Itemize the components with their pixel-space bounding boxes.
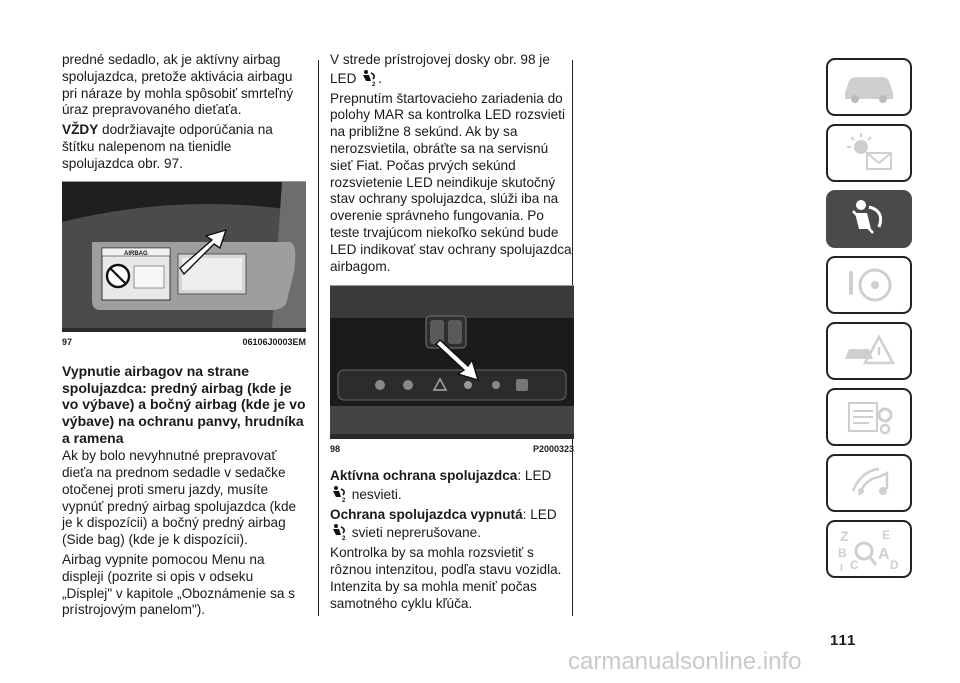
led-intro-paragraph (330, 52, 574, 88)
car-icon (839, 67, 899, 107)
figure-caption (62, 332, 306, 357)
warning-label: VŽDY (62, 122, 99, 138)
off-led-text: : LED (522, 506, 557, 522)
index-letter: E (882, 528, 891, 542)
tab-multimedia[interactable] (826, 454, 912, 512)
dashboard-led-image (330, 286, 574, 434)
paragraph: Prepnutím štartovacieho zariadenia do polohy MAR sa kontrolka LED rozsvieti na približne 8 sekúnd. Ak by sa nerozsvietila, obráťte sa na servisnú sieť Fiat. Počas prvých sekúnd rozsvietenie LED neindikuje skutočný stav ochrany spolujazdca, slúži iba na overenie správneho fungovania. Po teste trvajúcom niekoľko sekúnd bude LED indikovať stav ochrany spolujazdca airbagom. (330, 90, 572, 274)
tab-emergency[interactable] (826, 322, 912, 380)
figure-number: 98 (330, 444, 341, 455)
led-intro-text: V strede prístrojovej dosky obr. 98 je LED (330, 52, 550, 86)
index-letter: D (890, 558, 899, 572)
index-letter: B (838, 546, 847, 560)
index-letters-icon (834, 525, 904, 573)
tab-maintenance[interactable] (826, 388, 912, 446)
paragraph: Airbag vypnite pomocou Menu na displeji (pozrite si opis v odseku „Displej" v kapitole „Oboznámenie sa s prístrojovým panelom"). (62, 551, 295, 618)
svg-text:2: 2 (342, 536, 346, 542)
airbag-label-text: AIRBAG (124, 250, 148, 257)
airbag-off-icon (330, 523, 348, 541)
index-letter: I (840, 563, 843, 573)
svg-text:2: 2 (372, 81, 376, 87)
active-protection-label: Aktívna ochrana spolujazdca (330, 467, 518, 483)
sun-envelope-icon (839, 131, 899, 175)
column-divider-left (318, 60, 319, 616)
svg-text:2: 2 (342, 497, 346, 503)
figure-caption (330, 439, 574, 464)
airbag-off-icon (330, 485, 348, 503)
tab-safety[interactable] (826, 190, 912, 248)
active-led-text: : LED (517, 467, 552, 483)
seat-airbag-icon (839, 197, 899, 241)
car-warning-icon (839, 329, 899, 373)
middle-column (330, 52, 574, 615)
steering-wheel-icon (839, 263, 899, 307)
warning-paragraph (62, 122, 306, 172)
watermark: carmanualsonline.info (568, 648, 802, 675)
page-number: 111 (830, 632, 857, 649)
paragraph: predné sedadlo, ak je aktívny airbag spolujazdca, pretože aktivácia airbagu pri náraze by mohla spôsobiť smrteľný úraz prepravovaného dieťaťa. (62, 52, 294, 118)
index-letter: Z (840, 528, 849, 544)
led-intro-end: . (378, 70, 383, 86)
index-letter: A (878, 546, 890, 563)
tab-index[interactable] (826, 520, 912, 578)
left-column (62, 52, 306, 622)
music-signal-icon (839, 461, 899, 505)
section-heading: Vypnutie airbagov na strane spolujazdca: predný airbag (kde je vo výbave) a bočný airbag (kde je vo výbave) na ochranu panvy, hrudníka a ramena (62, 363, 306, 446)
warning-text: dodržiavajte odporúčania na štítku nalepenom na tienidle spolujazdca obr. 97. (62, 122, 273, 171)
tab-lights-messages[interactable] (826, 124, 912, 182)
off-led-state: svieti neprerušovane. (348, 525, 481, 541)
figure-98 (330, 285, 574, 439)
figure-code: 06106J0003EM (242, 337, 306, 348)
tab-car[interactable] (826, 58, 912, 116)
airbag-off-icon (360, 69, 378, 87)
figure-97 (62, 181, 306, 333)
active-protection-paragraph (330, 468, 574, 504)
figure-code: P2000323 (532, 444, 574, 455)
off-protection-paragraph (330, 507, 574, 543)
active-led-state: nesvieti. (348, 486, 402, 502)
sun-visor-image (62, 182, 306, 328)
paragraph: Kontrolka by sa mohla rozsvietiť s rôznou intenzitou, podľa stavu vozidla. Intenzita by sa mohla meniť počas samotného cyklu kľúča. (330, 545, 562, 611)
off-protection-label: Ochrana spolujazdca vypnutá (330, 506, 523, 522)
tab-driving[interactable] (826, 256, 912, 314)
figure-number: 97 (62, 337, 73, 348)
paragraph: Ak by bolo nevyhnutné prepravovať dieťa na prednom sedadle v sedačke otočenej proti smeru jazdy, musíte vypnúť predný airbag spolujazdca (kde je k dispozícii) a bočný predný airbag (Side bag) (kde je k dispozícii). (62, 448, 297, 548)
car-gear-icon (839, 395, 899, 439)
index-letter: C (850, 558, 859, 572)
